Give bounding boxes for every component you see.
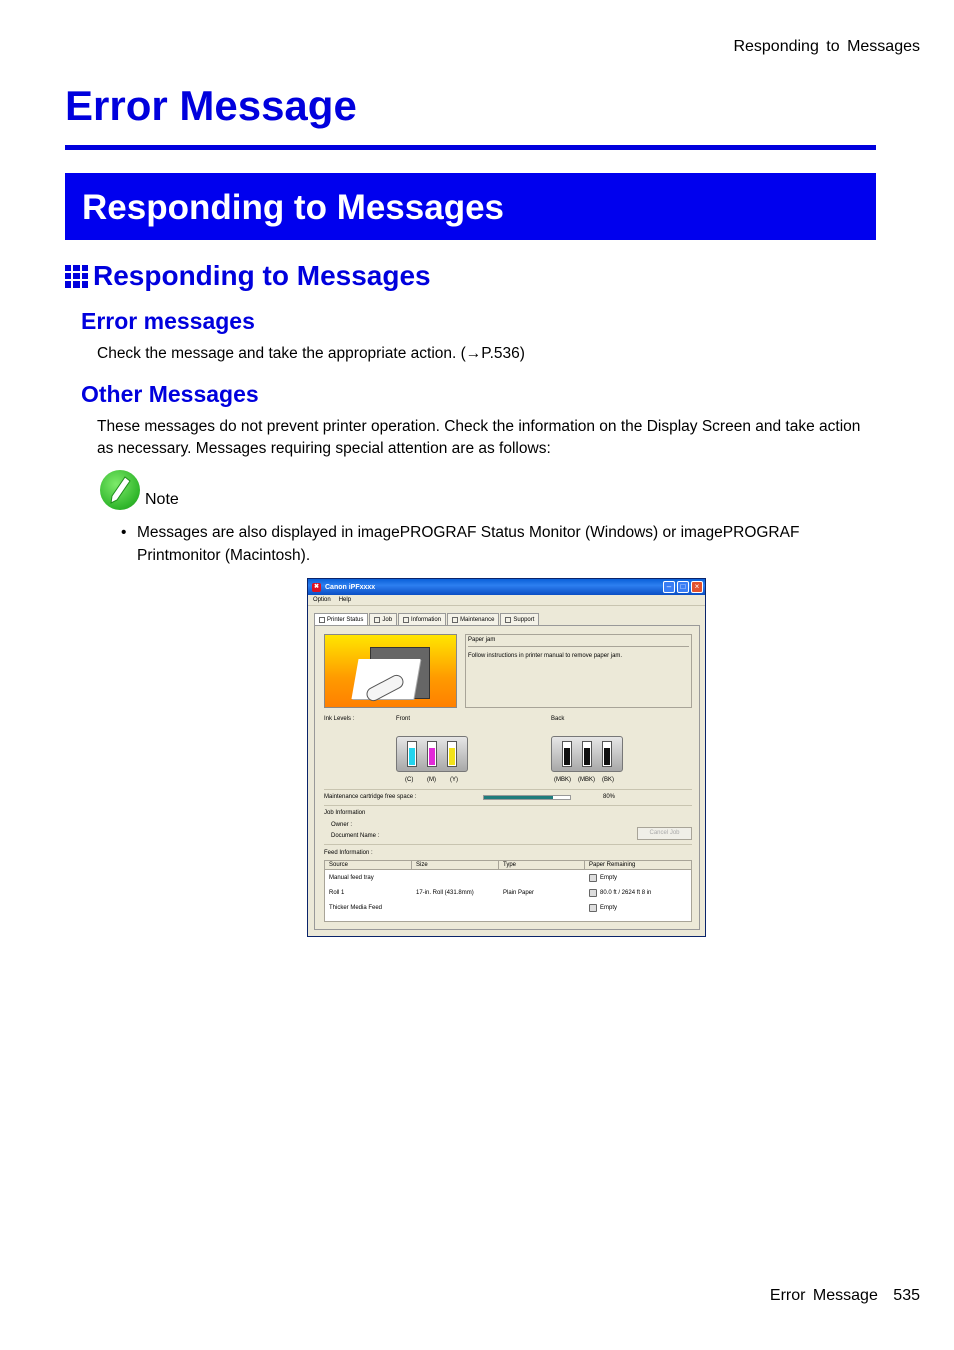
maintenance-icon [452, 617, 458, 623]
other-messages-text: These messages do not prevent printer operation. Check the information on the Display Screen and take action as necessary. Messages requiring special attention are as follows: [97, 418, 861, 457]
divider [324, 805, 692, 806]
tab-maintenance[interactable] [447, 613, 499, 625]
divider [324, 844, 692, 845]
app-icon: ✖ [313, 583, 320, 590]
page-footer [770, 1287, 920, 1305]
section-title: Responding to Messages [82, 188, 505, 227]
ink-label-m: (M) [427, 777, 436, 783]
printer-status-panel [314, 625, 700, 930]
document-label: Document Name : [331, 833, 380, 839]
ink-levels-label: Ink Levels : [324, 716, 355, 722]
pencil-note-icon [100, 470, 140, 510]
tab-support[interactable] [500, 613, 539, 625]
support-icon [505, 617, 511, 623]
error-messages-text: Check the message and take the appropriate action. (→P.536) [97, 345, 525, 362]
paper-stack-icon [589, 904, 597, 912]
maintenance-progress-bar [483, 795, 571, 800]
paper-jam-illustration [324, 634, 457, 708]
remaining-text: Empty [600, 904, 618, 911]
subsection-heading [65, 260, 431, 292]
divider [324, 789, 692, 790]
close-icon[interactable]: × [691, 581, 703, 593]
ink-label-mbk-2: (MBK) [578, 777, 595, 783]
ink-cartridge-mbk-1 [562, 741, 572, 767]
running-header: Responding to Messages [733, 38, 920, 55]
printer-icon [319, 617, 325, 623]
ink-label-y: (Y) [450, 777, 458, 783]
row-size: 17-in. Roll (431.8mm) [416, 889, 474, 896]
tab-printer-status[interactable] [314, 613, 368, 625]
maintenance-value: 80% [603, 794, 616, 800]
maximize-icon[interactable]: □ [677, 581, 689, 593]
tab-information[interactable] [398, 613, 446, 625]
window-title: Canon iPFxxxx [325, 583, 376, 591]
ink-label-mbk-1: (MBK) [554, 777, 571, 783]
ink-label-c: (C) [405, 777, 414, 783]
maintenance-progress-fill [484, 796, 553, 799]
tab-label: Maintenance [460, 616, 495, 623]
row-type: Plain Paper [503, 889, 535, 896]
remaining-text: Empty [600, 874, 618, 881]
section-banner [65, 173, 876, 240]
cancel-job-button[interactable]: Cancel Job [637, 827, 692, 840]
col-type[interactable]: Type [499, 861, 585, 869]
status-message-box [465, 634, 692, 708]
table-row [325, 870, 691, 885]
back-label: Back [551, 716, 565, 722]
message-text: Follow instructions in printer manual to remove paper jam. [468, 653, 623, 659]
maintenance-label: Maintenance cartridge free space : [324, 794, 417, 800]
row-remaining [585, 889, 691, 897]
table-row [325, 900, 691, 915]
menu-option[interactable]: Option [313, 597, 331, 603]
job-icon [374, 617, 380, 623]
menu-help[interactable]: Help [338, 597, 352, 603]
subsection-title: Responding to Messages [93, 260, 431, 291]
chapter-title: Error Message [65, 82, 357, 129]
error-messages-heading: Error messages [81, 308, 255, 334]
ink-cartridge-m [427, 741, 437, 767]
note [100, 470, 179, 510]
other-messages-heading: Other Messages [81, 381, 259, 407]
ink-cartridge-mbk-2 [582, 741, 592, 767]
row-source: Thicker Media Feed [329, 904, 383, 911]
col-source[interactable]: Source [325, 861, 412, 869]
status-monitor-window [307, 578, 706, 937]
ink-label-bk: (BK) [602, 777, 614, 783]
feed-info-label: Feed Information : [324, 850, 373, 856]
remaining-text: 80.0 ft / 2624 ft 8 in [600, 889, 652, 896]
minimize-icon[interactable]: – [663, 581, 675, 593]
front-ink-tray [396, 736, 468, 772]
feed-table-header [325, 861, 691, 870]
col-size[interactable]: Size [412, 861, 499, 869]
info-icon [403, 617, 409, 623]
owner-label: Owner : [331, 822, 353, 828]
note-bullet [121, 521, 861, 567]
job-info-label: Job Information [324, 810, 366, 816]
front-label: Front [396, 716, 411, 722]
row-source: Manual feed tray [329, 874, 374, 881]
back-ink-tray [551, 736, 623, 772]
tab-job[interactable] [369, 613, 397, 625]
menubar [308, 595, 705, 606]
roll-paper-icon [589, 889, 597, 897]
tab-strip [314, 613, 540, 625]
ink-cartridge-y [447, 741, 457, 767]
feed-table [324, 860, 692, 922]
note-label: Note [145, 491, 179, 508]
tab-label: Information [411, 616, 442, 623]
tab-label: Support [513, 616, 535, 623]
footer-chapter: Error Message [769, 1287, 878, 1304]
note-bullet-text: Messages are also displayed in imagePROGRAF Status Monitor (Windows) or imagePROGRAF Printmonitor (Macintosh). [137, 524, 800, 564]
row-remaining [585, 904, 691, 912]
row-remaining [585, 874, 691, 882]
tab-label: Printer Status [327, 616, 364, 623]
paper-stack-icon [589, 874, 597, 882]
tab-label: Job [382, 616, 393, 623]
grid-icon [65, 265, 88, 288]
col-paper-remaining[interactable]: Paper Remaining [589, 861, 636, 868]
bullet-dot: • [121, 524, 127, 541]
ink-cartridge-c [407, 741, 417, 767]
table-row [325, 885, 691, 900]
ink-cartridge-bk [602, 741, 612, 767]
page-number: 535 [893, 1287, 920, 1304]
message-title: Paper jam [468, 637, 496, 643]
window-titlebar [308, 579, 705, 595]
chapter-rule [65, 145, 876, 150]
row-source: Roll 1 [329, 889, 345, 896]
window-controls [663, 581, 703, 593]
